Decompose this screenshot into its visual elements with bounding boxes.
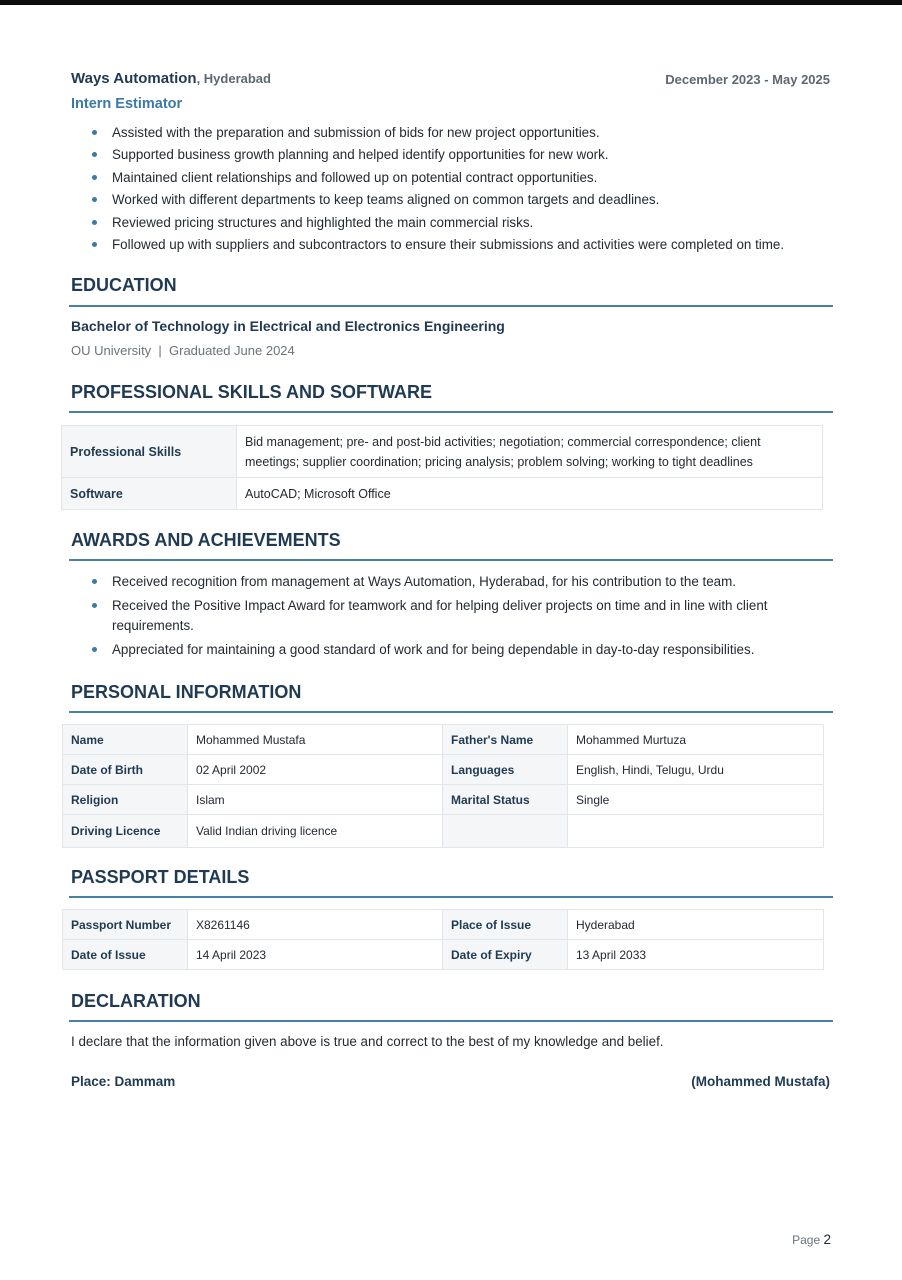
table-row — [62, 426, 823, 478]
dob-label: Date of Birth — [63, 755, 188, 785]
table-row — [63, 785, 824, 815]
father-name-value: Mohammed Murtuza — [568, 725, 824, 755]
section-heading: AWARDS AND ACHIEVEMENTS — [71, 530, 341, 550]
list-item: Reviewed pricing structures and highlighted the main commercial risks. — [71, 213, 831, 233]
passport-number-label: Passport Number — [63, 910, 188, 940]
section-divider — [69, 896, 833, 898]
awards-bullets — [71, 572, 831, 664]
date-of-expiry-label: Date of Expiry — [443, 940, 568, 970]
declaration-text: I declare that the information given above is true and correct to the best of my knowledge and belief. — [71, 1034, 664, 1049]
section-heading: PASSPORT DETAILS — [71, 867, 250, 887]
company-city: , Hyderabad — [196, 71, 271, 86]
company-name: Ways Automation — [71, 70, 197, 87]
languages-value: English, Hindi, Telugu, Urdu — [568, 755, 824, 785]
list-item: Appreciated for maintaining a good standard of work and for being dependable in day-to-day responsibilities. — [71, 640, 831, 660]
empty-value — [568, 815, 824, 848]
date-of-issue-label: Date of Issue — [63, 940, 188, 970]
name-label: Name — [63, 725, 188, 755]
job-dates: December 2023 - May 2025 — [665, 72, 830, 87]
driving-licence-value: Valid Indian driving licence — [188, 815, 443, 848]
father-name-label: Father's Name — [443, 725, 568, 755]
passport-table — [62, 909, 824, 970]
section-divider — [69, 559, 833, 561]
page-number — [792, 1232, 831, 1247]
place-of-issue-label: Place of Issue — [443, 910, 568, 940]
passport-number-value: X8261146 — [188, 910, 443, 940]
languages-label: Languages — [443, 755, 568, 785]
table-row — [63, 755, 824, 785]
personal-table — [62, 724, 824, 848]
section-divider — [69, 1020, 833, 1022]
declaration-place: Place: Dammam — [71, 1074, 176, 1089]
skills-section — [69, 379, 833, 413]
dob-value: 02 April 2002 — [188, 755, 443, 785]
list-item: Assisted with the preparation and submission of bids for new project opportunities. — [71, 123, 831, 143]
personal-section — [69, 679, 833, 713]
date-of-expiry-value: 13 April 2033 — [568, 940, 824, 970]
job-role: Intern Estimator — [71, 96, 183, 112]
signature-name: (Mohammed Mustafa) — [691, 1074, 830, 1089]
section-heading: DECLARATION — [71, 991, 201, 1011]
declaration-section — [69, 988, 833, 1022]
place-of-issue-value: Hyderabad — [568, 910, 824, 940]
list-item: Maintained client relationships and followed up on potential contract opportunities. — [71, 168, 831, 188]
skills-label: Professional Skills — [62, 426, 237, 478]
religion-value: Islam — [188, 785, 443, 815]
marital-status-label: Marital Status — [443, 785, 568, 815]
awards-section — [69, 527, 833, 561]
section-divider — [69, 711, 833, 713]
section-divider — [69, 305, 833, 307]
table-row — [63, 725, 824, 755]
table-row — [63, 940, 824, 970]
passport-section — [69, 864, 833, 898]
degree-details: OU University | Graduated June 2024 — [71, 343, 295, 358]
table-row — [63, 910, 824, 940]
top-border — [0, 0, 902, 5]
section-heading: PERSONAL INFORMATION — [71, 682, 302, 702]
section-heading: EDUCATION — [71, 275, 177, 295]
list-item: Supported business growth planning and helped identify opportunities for new work. — [71, 145, 831, 165]
experience-bullets — [71, 123, 831, 257]
list-item: Followed up with suppliers and subcontractors to ensure their submissions and activities were completed on time. — [71, 235, 831, 255]
software-value: AutoCAD; Microsoft Office — [237, 478, 823, 510]
skills-value: Bid management; pre- and post-bid activities; negotiation; commercial correspondence; client meetings; supplier coordination; pricing analysis; problem solving; working to tight deadlines — [237, 426, 823, 478]
page-label: Page — [792, 1233, 821, 1247]
driving-licence-label: Driving Licence — [63, 815, 188, 848]
section-divider — [69, 411, 833, 413]
empty-label — [443, 815, 568, 848]
section-heading: PROFESSIONAL SKILLS AND SOFTWARE — [71, 382, 433, 402]
skills-table — [61, 425, 823, 510]
marital-status-value: Single — [568, 785, 824, 815]
list-item: Received recognition from management at Ways Automation, Hyderabad, for his contribution to the team. — [71, 572, 831, 592]
software-label: Software — [62, 478, 237, 510]
table-row — [62, 478, 823, 510]
degree-title: Bachelor of Technology in Electrical and Electronics Engineering — [71, 318, 505, 334]
job-header — [71, 70, 830, 92]
date-of-issue-value: 14 April 2023 — [188, 940, 443, 970]
name-value: Mohammed Mustafa — [188, 725, 443, 755]
religion-label: Religion — [63, 785, 188, 815]
table-row — [63, 815, 824, 848]
page-number-value: 2 — [823, 1232, 831, 1247]
education-section — [69, 272, 833, 307]
list-item: Worked with different departments to keep teams aligned on common targets and deadlines. — [71, 190, 831, 210]
list-item: Received the Positive Impact Award for teamwork and for helping deliver projects on time and in line with client requirements. — [71, 596, 831, 636]
